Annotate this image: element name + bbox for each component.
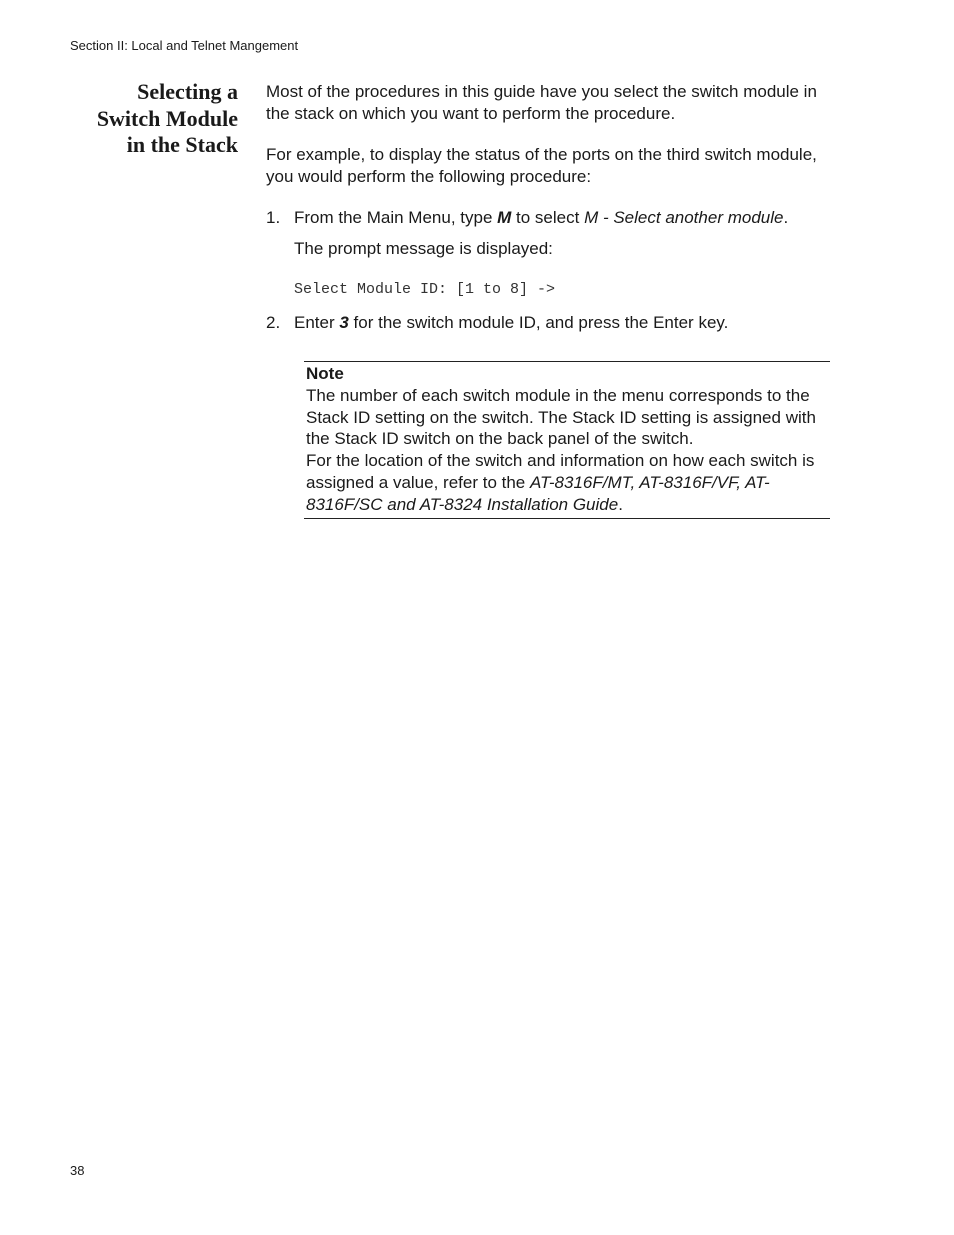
body-column <box>266 81 836 334</box>
step-1 <box>266 207 836 229</box>
note-title: Note <box>306 364 344 383</box>
step-number: 2. <box>266 313 281 332</box>
intro-paragraph: Most of the procedures in this guide have you select the switch module in the stack on which you want to perform the procedure. <box>266 82 817 123</box>
section-heading-line-1: Selecting a <box>137 79 238 104</box>
note-box <box>304 361 830 519</box>
guide-title: AT-8316F/MT, AT-8316F/VF, AT-8316F/SC and AT-8324 Installation Guide <box>306 472 770 514</box>
section-heading-line-2: Switch Module <box>96 105 238 131</box>
note-text-2 <box>306 450 830 515</box>
step-text: Enter <box>294 313 340 332</box>
note-text-2-end: . <box>618 494 623 514</box>
step-2 <box>266 312 836 334</box>
step-text: for the switch module ID, and press the Enter key. <box>348 313 729 332</box>
step-text: . <box>783 208 789 227</box>
note-text-1: The number of each switch module in the menu corresponds to the Stack ID setting on the switch. The Stack ID setting is assigned with the Stack ID switch on the back panel of the switch. <box>306 385 816 449</box>
running-header: Section II: Local and Telnet Mangement <box>70 38 299 53</box>
module-id-value: 3 <box>339 313 349 332</box>
step-text: From the Main Menu, type <box>294 208 498 227</box>
step-text: to select <box>511 208 585 227</box>
prompt-caption: The prompt message is displayed: <box>294 239 553 258</box>
example-paragraph: For example, to display the status of the ports on the third switch module, you would perform the following procedure: <box>266 145 817 186</box>
section-heading <box>60 79 238 159</box>
page-number: 38 <box>70 1163 85 1178</box>
prompt-code: Select Module ID: [1 to 8] -> <box>294 281 556 298</box>
menu-option: M - Select another module <box>584 208 784 227</box>
section-heading-line-3: in the Stack <box>126 132 238 157</box>
step-number: 1. <box>266 208 281 227</box>
menu-key: M <box>497 208 512 227</box>
note-text-2-start: For the location of the switch and information on how each switch is assigned a value, refer to the <box>306 451 815 492</box>
